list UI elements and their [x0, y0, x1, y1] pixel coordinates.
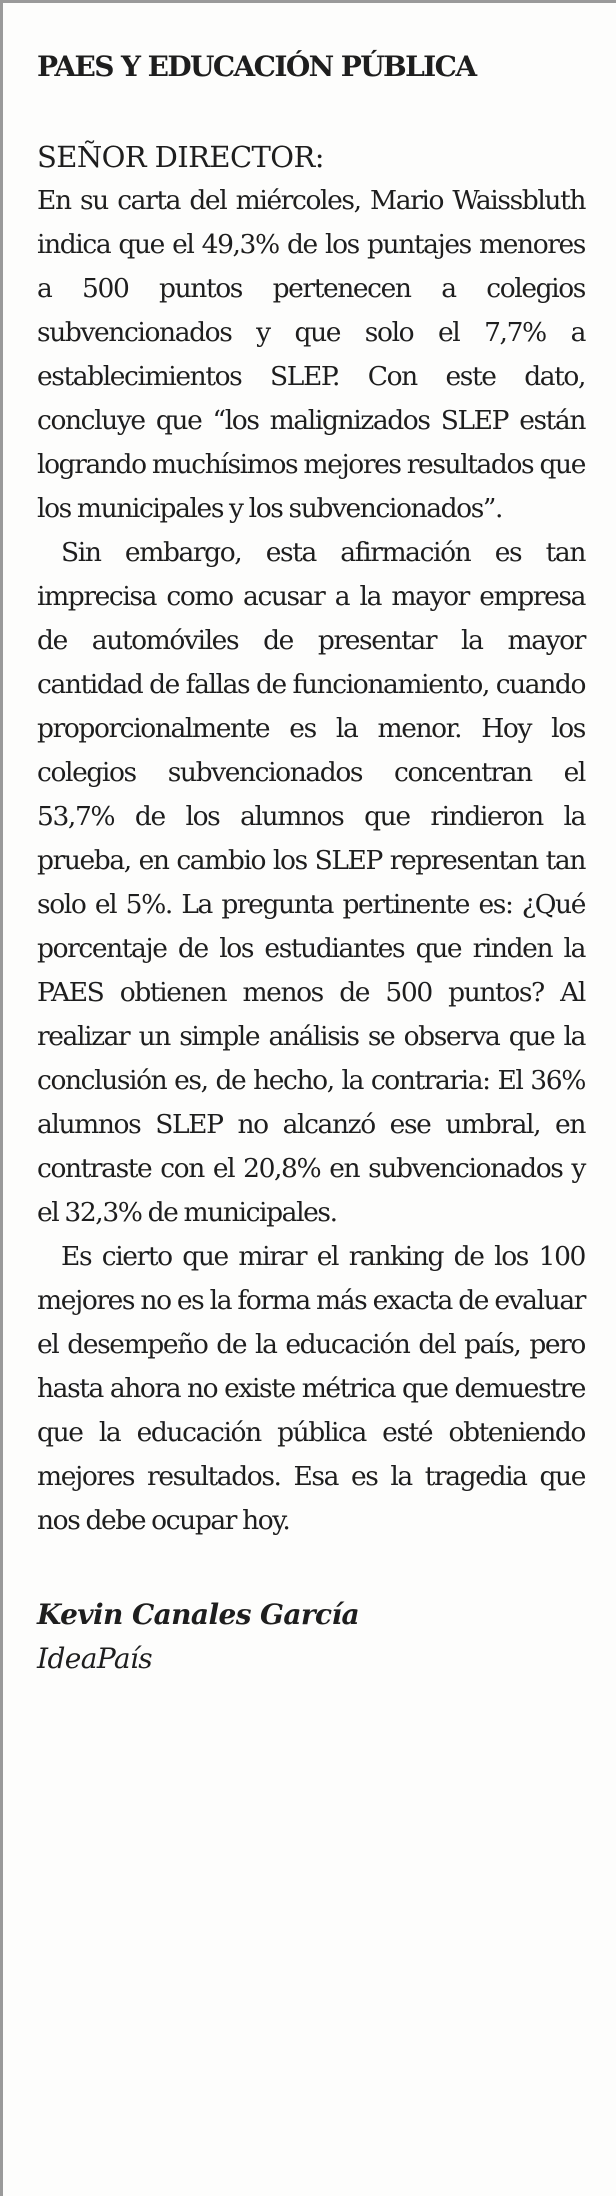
letter-paragraph-2: Sin embargo, esta afirmación es tan imprecisa como acusar a la mayor empresa de automóviles de presentar la mayor cantidad de fallas de funcionamiento, cuando proporcionalmente es la menor. Hoy los colegios subvencionados concentran el 53,7% de los alumnos que rindieron la prueba, en cambio los SLEP representan tan solo el 5%. La pregunta pertinente es: ¿Qué porcentaje de los estudiantes que rinden la PAES obtienen menos de 500 puntos? Al realizar un simple análisis se observa que la conclusión es, de hecho, la contraria: El 36% alumnos SLEP no alcanzó ese umbral, en contraste con el 20,8% en subvencionados y el 32,3% de municipales.: [37, 537, 585, 1228]
letter-salutation: SEÑOR DIRECTOR:: [37, 140, 324, 174]
letter-paragraph-1: En su carta del miércoles, Mario Waissbluth indica que el 49,3% de los puntajes menores a 500 puntos pertenecen a colegios subvencionados y que solo el 7,7% a establecimientos SLEP. Con este dato, concluye que “los malignizados SLEP están logrando muchísimos mejores resultados que los municipales y los subvencionados”.: [37, 185, 585, 524]
letter-signature: Kevin Canales García: [37, 1598, 360, 1631]
letter-paragraph-3: Es cierto que mirar el ranking de los 100 mejores no es la forma más exacta de evaluar el desempeño de la educación del país, pero hasta ahora no existe métrica que demuestre que la educación pública esté obteniendo mejores resultados. Esa es la tragedia que nos debe ocupar hoy.: [37, 1241, 585, 1536]
letter-affiliation: IdeaPaís: [37, 1642, 153, 1675]
letter-headline: PAES Y EDUCACIÓN PÚBLICA: [37, 50, 476, 83]
letter-column: [37, 47, 585, 1681]
